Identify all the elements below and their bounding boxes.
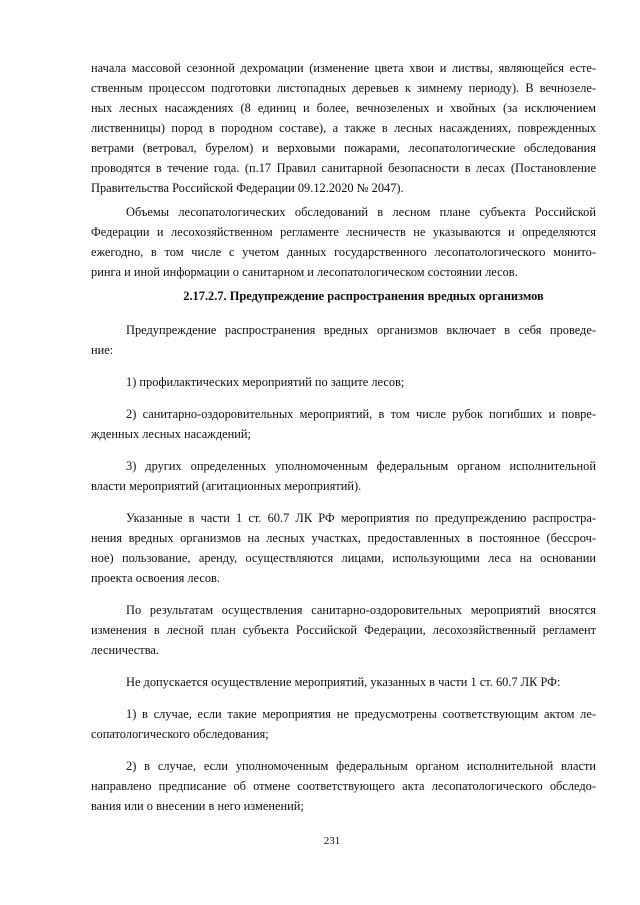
- text-line: ственным процессом подготовки листопадных деревьев к зимнему периоду). В вечнозеле-: [91, 81, 596, 95]
- text-line: По результатам осуществления санитарно-оздоровительных мероприятий вносятся: [126, 603, 596, 617]
- list-item-case-1: [91, 704, 596, 744]
- text-line: ных лесных насаждениях (8 единиц и более, вечнозеленых и хвойных (за исключением: [91, 101, 596, 115]
- text-line: сопатологического обследования;: [91, 727, 269, 741]
- section-heading: 2.17.2.7. Предупреждение распространения вредных организмов: [183, 289, 544, 303]
- paragraph-results: [91, 600, 596, 660]
- text-line: лесничества.: [91, 643, 159, 657]
- list-item-2: [91, 404, 596, 444]
- text-line: 1) профилактических мероприятий по защите лесов;: [126, 375, 405, 389]
- text-line: Объемы лесопатологических обследований в лесном плане субъекта Российской: [126, 205, 596, 219]
- text-line: Предупреждение распространения вредных организмов включает в себя проведе-: [126, 323, 596, 337]
- text-line: ние:: [91, 343, 114, 357]
- text-line: Федерации и лесохозяйственном регламенте лесничеств не указываются и определяются: [91, 225, 596, 239]
- text-line: 2) в случае, если уполномоченным федеральным органом исполнительной власти: [126, 759, 596, 773]
- text-line: Не допускается осуществление мероприятий, указанных в части 1 ст. 60.7 ЛК РФ:: [126, 675, 561, 689]
- text-line: проекта освоения лесов.: [91, 571, 221, 585]
- text-line: Указанные в части 1 ст. 60.7 ЛК РФ мероприятия по предупреждению распростра-: [126, 511, 596, 525]
- text-line: начала массовой сезонной дехромации (изменение цвета хвои и листвы, являющейся есте-: [91, 61, 596, 75]
- paragraph-prevention: [91, 320, 596, 360]
- intro-paragraph: [91, 58, 596, 198]
- document-page: [91, 58, 596, 828]
- text-line: жденных лесных насаждений;: [91, 427, 251, 441]
- list-item-case-2: [91, 756, 596, 816]
- list-item-1: [91, 372, 596, 392]
- text-line: проводятся в течение года. (п.17 Правил санитарной безопасности в лесах (Постановление: [91, 161, 596, 175]
- text-line: ветрами (ветровал, бурелом) и верховыми пожарами, лесопатологические обследования: [91, 141, 596, 155]
- text-line: направлено предписание об отмене соответствующего акта лесопатологического обследо-: [91, 779, 596, 793]
- text-line: власти мероприятий (агитационных мероприятий).: [91, 479, 362, 493]
- text-line: 1) в случае, если такие мероприятия не предусмотрены соответствующим актом ле-: [126, 707, 596, 721]
- text-line: ринга и иной информации о санитарном и лесопатологическом состоянии лесов.: [91, 265, 518, 279]
- text-line: лиственницы) пород в породном составе), а также в лесных насаждениях, поврежденных: [91, 121, 596, 135]
- text-line: нения вредных организмов на лесных участках, предоставленных в постоянное (бессроч-: [91, 531, 596, 545]
- text-line: вания или о внесении в него изменений;: [91, 799, 304, 813]
- text-line: Правительства Российской Федерации 09.12.2020 № 2047).: [91, 181, 404, 195]
- text-line: изменения в лесной план субъекта Российской Федерации, лесохозяйственный регламент: [91, 623, 596, 637]
- page-number: 231: [323, 835, 341, 847]
- text-line: ежегодно, в том числе с учетом данных государственного лесопатологического монито-: [91, 245, 596, 259]
- list-item-3: [91, 456, 596, 496]
- text-line: 2) санитарно-оздоровительных мероприятий, в том числе рубок погибших и повре-: [126, 407, 596, 421]
- paragraph-volumes: [91, 202, 596, 282]
- paragraph-article-measures: [91, 508, 596, 588]
- text-line: 3) других определенных уполномоченным федеральным органом исполнительной: [126, 459, 596, 473]
- paragraph-not-allowed: [91, 672, 596, 692]
- text-line: ное) пользование, аренду, осуществляются лицами, использующими леса на основании: [91, 551, 596, 565]
